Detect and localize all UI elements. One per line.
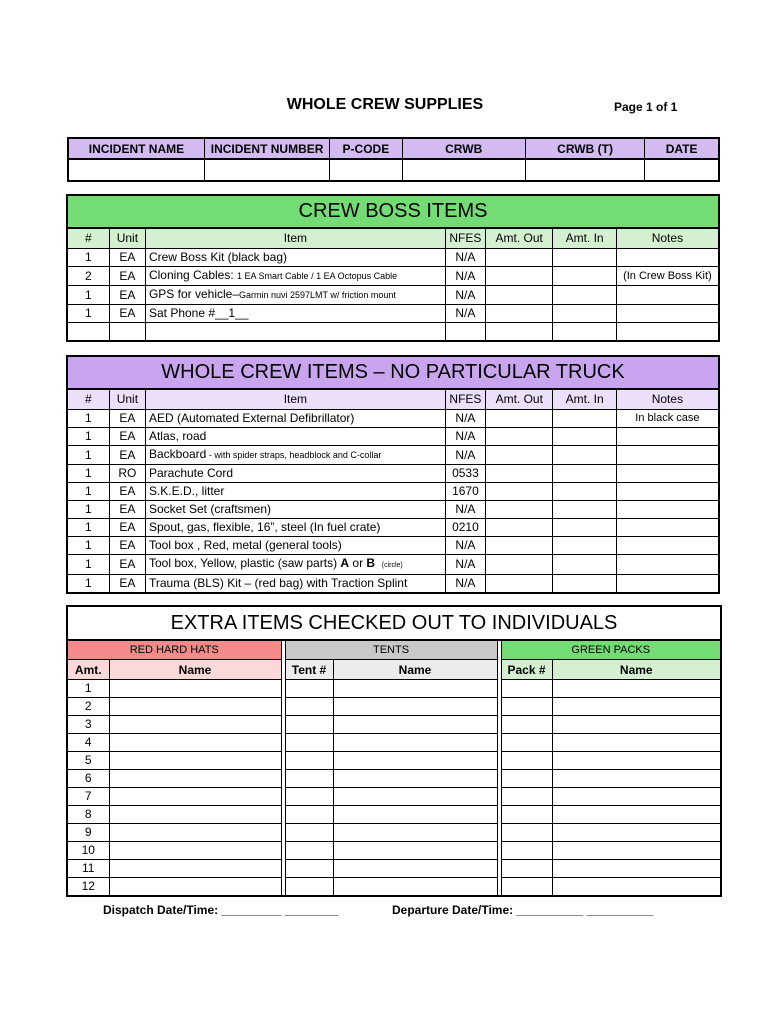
hat-name-cell[interactable]	[109, 824, 281, 842]
row-amt: 4	[67, 734, 109, 752]
row-qty: 1	[67, 575, 109, 594]
row-notes	[616, 575, 719, 594]
table-row	[67, 428, 719, 446]
row-unit: EA	[109, 483, 145, 501]
row-item: Parachute Cord	[145, 465, 445, 483]
table-row	[67, 680, 721, 698]
hat-name-header: Name	[109, 660, 281, 680]
hat-name-cell[interactable]	[109, 842, 281, 860]
row-nfes: N/A	[445, 249, 485, 267]
row-unit: EA	[109, 537, 145, 555]
col-notes: Notes	[616, 228, 719, 249]
pack-name-cell[interactable]	[552, 806, 721, 824]
pack-num-cell[interactable]	[501, 698, 552, 716]
tent-num-cell[interactable]	[285, 788, 333, 806]
amt-in-cell[interactable]	[553, 465, 616, 483]
blank-cell[interactable]	[616, 323, 719, 342]
amt-out-cell[interactable]	[486, 519, 553, 537]
row-nfes: N/A	[445, 537, 485, 555]
pack-name-cell[interactable]	[552, 680, 721, 698]
table-row	[67, 824, 721, 842]
tent-name-cell[interactable]	[333, 752, 497, 770]
tent-name-cell[interactable]	[333, 824, 497, 842]
row-qty: 1	[67, 249, 109, 267]
amt-in-cell[interactable]	[553, 519, 616, 537]
row-unit: EA	[109, 428, 145, 446]
table-row	[67, 249, 719, 267]
amt-out-cell[interactable]	[486, 286, 553, 305]
blank-cell[interactable]	[445, 323, 485, 342]
crwb-t-header: CRWB (T)	[525, 138, 644, 159]
row-unit: EA	[109, 501, 145, 519]
table-row	[67, 698, 721, 716]
row-notes	[616, 249, 719, 267]
row-notes	[616, 428, 719, 446]
page-number: Page 1 of 1	[614, 100, 678, 114]
row-amt: 8	[67, 806, 109, 824]
row-nfes: N/A	[445, 286, 485, 305]
amt-out-cell[interactable]	[486, 483, 553, 501]
row-item: AED (Automated External Defibrillator)	[145, 410, 445, 428]
row-item: Atlas, road	[145, 428, 445, 446]
amt-out-cell[interactable]	[486, 249, 553, 267]
amt-out-cell[interactable]	[486, 267, 553, 286]
table-row	[67, 575, 719, 594]
col-unit: Unit	[109, 228, 145, 249]
amt-in-cell[interactable]	[553, 537, 616, 555]
extra-items-title: EXTRA ITEMS CHECKED OUT TO INDIVIDUALS	[67, 606, 721, 640]
table-row	[67, 770, 721, 788]
col-unit: Unit	[109, 389, 145, 410]
row-amt: 3	[67, 716, 109, 734]
tent-num-cell[interactable]	[285, 770, 333, 788]
row-qty: 2	[67, 267, 109, 286]
row-qty: 1	[67, 483, 109, 501]
row-qty: 1	[67, 555, 109, 575]
table-row	[67, 842, 721, 860]
row-qty: 1	[67, 537, 109, 555]
col-item: Item	[145, 389, 445, 410]
pack-name-cell[interactable]	[552, 698, 721, 716]
row-unit: EA	[109, 519, 145, 537]
row-qty: 1	[67, 410, 109, 428]
tent-name-cell[interactable]	[333, 878, 497, 897]
pack-num-cell[interactable]	[501, 878, 552, 897]
row-nfes: 0210	[445, 519, 485, 537]
amt-header: Amt.	[67, 660, 109, 680]
pack-name-cell[interactable]	[552, 824, 721, 842]
row-notes	[616, 286, 719, 305]
table-row	[67, 519, 719, 537]
amt-out-cell[interactable]	[486, 501, 553, 519]
pack-num-cell[interactable]	[501, 806, 552, 824]
pack-name-cell[interactable]	[552, 716, 721, 734]
row-item: Cloning Cables: 1 EA Smart Cable / 1 EA Octopus Cable	[145, 267, 445, 286]
row-amt: 5	[67, 752, 109, 770]
pack-name-cell[interactable]	[552, 842, 721, 860]
table-row	[67, 446, 719, 465]
tent-num-cell[interactable]	[285, 734, 333, 752]
document-title: WHOLE CREW SUPPLIES	[286, 96, 484, 113]
row-notes: In black case	[616, 410, 719, 428]
col-amt-in: Amt. In	[553, 389, 616, 410]
row-notes	[616, 519, 719, 537]
tent-name-cell[interactable]	[333, 680, 497, 698]
incident-name-header: INCIDENT NAME	[68, 138, 204, 159]
row-notes	[616, 537, 719, 555]
departure-datetime[interactable]: Departure Date/Time: __________ __________	[392, 903, 654, 917]
row-item: Sat Phone #__1__	[145, 305, 445, 323]
col-num: #	[67, 389, 109, 410]
pack-num-cell[interactable]	[501, 716, 552, 734]
row-item: GPS for vehicle–Garmin nuvi 2597LMT w/ friction mount	[145, 286, 445, 305]
hat-name-cell[interactable]	[109, 680, 281, 698]
row-item: Spout, gas, flexible, 16”, steel (In fuel crate)	[145, 519, 445, 537]
pack-num-cell[interactable]	[501, 842, 552, 860]
row-qty: 1	[67, 465, 109, 483]
hat-name-cell[interactable]	[109, 698, 281, 716]
dispatch-datetime[interactable]: Dispatch Date/Time: _________ ________	[103, 903, 339, 917]
blank-cell[interactable]	[109, 323, 145, 342]
tent-num-cell[interactable]	[285, 878, 333, 897]
row-unit: EA	[109, 249, 145, 267]
row-nfes: 1670	[445, 483, 485, 501]
amt-in-cell[interactable]	[553, 446, 616, 465]
row-qty: 1	[67, 286, 109, 305]
pack-name-cell[interactable]	[552, 788, 721, 806]
tent-name-cell[interactable]	[333, 734, 497, 752]
amt-in-cell[interactable]	[553, 410, 616, 428]
col-amt-out: Amt. Out	[486, 389, 553, 410]
amt-in-cell[interactable]	[553, 428, 616, 446]
row-qty: 1	[67, 446, 109, 465]
amt-out-cell[interactable]	[486, 537, 553, 555]
pack-num-cell[interactable]	[501, 824, 552, 842]
row-item: S.K.E.D., litter	[145, 483, 445, 501]
p-code-field[interactable]	[330, 159, 402, 181]
blank-cell[interactable]	[486, 323, 553, 342]
row-notes	[616, 483, 719, 501]
hat-name-cell[interactable]	[109, 806, 281, 824]
row-nfes: N/A	[445, 501, 485, 519]
hat-name-cell[interactable]	[109, 716, 281, 734]
tent-num-cell[interactable]	[285, 716, 333, 734]
tent-name-cell[interactable]	[333, 788, 497, 806]
date-header: DATE	[645, 138, 719, 159]
col-notes: Notes	[616, 389, 719, 410]
table-row	[67, 752, 721, 770]
row-amt: 7	[67, 788, 109, 806]
row-amt: 9	[67, 824, 109, 842]
table-row	[67, 305, 719, 323]
table-row	[67, 555, 719, 575]
amt-in-cell[interactable]	[553, 483, 616, 501]
pack-num-cell[interactable]	[501, 860, 552, 878]
tent-num-cell[interactable]	[285, 824, 333, 842]
row-amt: 6	[67, 770, 109, 788]
row-notes	[616, 465, 719, 483]
table-row	[67, 267, 719, 286]
amt-out-cell[interactable]	[486, 465, 553, 483]
tent-name-cell[interactable]	[333, 806, 497, 824]
col-nfes: NFES	[445, 389, 485, 410]
tent-name-cell[interactable]	[333, 770, 497, 788]
whole-crew-title: WHOLE CREW ITEMS – NO PARTICULAR TRUCK	[67, 356, 719, 389]
row-amt: 2	[67, 698, 109, 716]
hat-name-cell[interactable]	[109, 752, 281, 770]
tent-num-cell[interactable]	[285, 680, 333, 698]
row-item: Socket Set (craftsmen)	[145, 501, 445, 519]
row-qty: 1	[67, 501, 109, 519]
amt-in-cell[interactable]	[553, 575, 616, 594]
col-item: Item	[145, 228, 445, 249]
row-notes	[616, 501, 719, 519]
row-nfes: 0533	[445, 465, 485, 483]
tent-num-cell[interactable]	[285, 842, 333, 860]
row-notes: (In Crew Boss Kit)	[616, 267, 719, 286]
row-item: Trauma (BLS) Kit – (red bag) with Traction Splint	[145, 575, 445, 594]
row-amt: 12	[67, 878, 109, 897]
amt-out-cell[interactable]	[486, 428, 553, 446]
blank-cell[interactable]	[67, 323, 109, 342]
amt-in-cell[interactable]	[553, 267, 616, 286]
whole-crew-items-table	[66, 355, 720, 594]
row-unit: EA	[109, 305, 145, 323]
table-row	[67, 465, 719, 483]
pack-name-cell[interactable]	[552, 860, 721, 878]
col-num: #	[67, 228, 109, 249]
amt-out-cell[interactable]	[486, 555, 553, 575]
crew-boss-items-table	[66, 194, 720, 342]
hat-name-cell[interactable]	[109, 734, 281, 752]
table-row	[67, 501, 719, 519]
crew-boss-title: CREW BOSS ITEMS	[67, 195, 719, 228]
table-row	[67, 734, 721, 752]
row-nfes: N/A	[445, 267, 485, 286]
row-unit: EA	[109, 446, 145, 465]
pack-num-cell[interactable]	[501, 788, 552, 806]
amt-out-cell[interactable]	[486, 446, 553, 465]
row-unit: EA	[109, 555, 145, 575]
row-nfes: N/A	[445, 305, 485, 323]
row-qty: 1	[67, 305, 109, 323]
row-notes	[616, 305, 719, 323]
tent-name-cell[interactable]	[333, 698, 497, 716]
red-hard-hats-header: RED HARD HATS	[67, 640, 281, 660]
col-nfes: NFES	[445, 228, 485, 249]
table-row	[67, 806, 721, 824]
row-unit: EA	[109, 286, 145, 305]
hat-name-cell[interactable]	[109, 878, 281, 897]
pack-name-cell[interactable]	[552, 734, 721, 752]
tent-name-header: Name	[333, 660, 497, 680]
amt-in-cell[interactable]	[553, 555, 616, 575]
blank-cell[interactable]	[145, 323, 445, 342]
row-nfes: N/A	[445, 555, 485, 575]
amt-in-cell[interactable]	[553, 286, 616, 305]
table-row	[67, 878, 721, 897]
col-amt-in: Amt. In	[553, 228, 616, 249]
tent-num-cell[interactable]	[285, 698, 333, 716]
amt-out-cell[interactable]	[486, 305, 553, 323]
row-nfes: N/A	[445, 428, 485, 446]
table-row	[67, 483, 719, 501]
hat-name-cell[interactable]	[109, 770, 281, 788]
amt-in-cell[interactable]	[553, 501, 616, 519]
row-nfes: N/A	[445, 410, 485, 428]
incident-number-header: INCIDENT NUMBER	[204, 138, 329, 159]
crwb-header: CRWB	[402, 138, 525, 159]
green-packs-header: GREEN PACKS	[501, 640, 721, 660]
row-unit: EA	[109, 267, 145, 286]
pack-num-cell[interactable]	[501, 680, 552, 698]
amt-out-cell[interactable]	[486, 410, 553, 428]
row-amt: 11	[67, 860, 109, 878]
row-qty: 1	[67, 428, 109, 446]
pack-num-cell[interactable]	[501, 770, 552, 788]
row-amt: 1	[67, 680, 109, 698]
pack-num-cell[interactable]	[501, 734, 552, 752]
crwb-t-field[interactable]	[525, 159, 644, 181]
p-code-header: P-CODE	[330, 138, 402, 159]
amt-out-cell[interactable]	[486, 575, 553, 594]
row-nfes: N/A	[445, 575, 485, 594]
row-nfes: N/A	[445, 446, 485, 465]
row-item: Tool box, Yellow, plastic (saw parts) A or B (circle)	[145, 555, 445, 575]
tent-name-cell[interactable]	[333, 860, 497, 878]
row-qty: 1	[67, 519, 109, 537]
table-row	[67, 788, 721, 806]
row-unit: EA	[109, 410, 145, 428]
amt-in-cell[interactable]	[553, 249, 616, 267]
date-field[interactable]	[645, 159, 719, 181]
row-amt: 10	[67, 842, 109, 860]
crwb-field[interactable]	[402, 159, 525, 181]
table-row	[67, 537, 719, 555]
incident-header-table	[67, 137, 720, 182]
row-item: Backboard - with spider straps, headblock and C-collar	[145, 446, 445, 465]
pack-name-cell[interactable]	[552, 752, 721, 770]
blank-cell[interactable]	[553, 323, 616, 342]
table-row	[67, 716, 721, 734]
hat-name-cell[interactable]	[109, 788, 281, 806]
amt-in-cell[interactable]	[553, 305, 616, 323]
extra-items-table	[66, 605, 722, 897]
tent-num-cell[interactable]	[285, 752, 333, 770]
pack-num-header: Pack #	[501, 660, 552, 680]
tent-num-header: Tent #	[285, 660, 333, 680]
row-item: Crew Boss Kit (black bag)	[145, 249, 445, 267]
row-unit: EA	[109, 575, 145, 594]
table-row	[67, 286, 719, 305]
tent-num-cell[interactable]	[285, 860, 333, 878]
pack-name-header: Name	[552, 660, 721, 680]
tents-header: TENTS	[285, 640, 497, 660]
option-b[interactable]: B	[366, 556, 376, 570]
table-row-blank	[67, 323, 719, 342]
tent-name-cell[interactable]	[333, 716, 497, 734]
table-row	[67, 860, 721, 878]
row-notes	[616, 446, 719, 465]
row-item: Tool box , Red, metal (general tools)	[145, 537, 445, 555]
pack-name-cell[interactable]	[552, 770, 721, 788]
table-row	[67, 410, 719, 428]
row-unit: RO	[109, 465, 145, 483]
pack-name-cell[interactable]	[552, 878, 721, 897]
hat-name-cell[interactable]	[109, 860, 281, 878]
pack-num-cell[interactable]	[501, 752, 552, 770]
col-amt-out: Amt. Out	[486, 228, 553, 249]
option-a[interactable]: A	[340, 556, 350, 570]
incident-name-field[interactable]	[68, 159, 204, 181]
incident-number-field[interactable]	[204, 159, 329, 181]
tent-num-cell[interactable]	[285, 806, 333, 824]
row-notes	[616, 555, 719, 575]
tent-name-cell[interactable]	[333, 842, 497, 860]
